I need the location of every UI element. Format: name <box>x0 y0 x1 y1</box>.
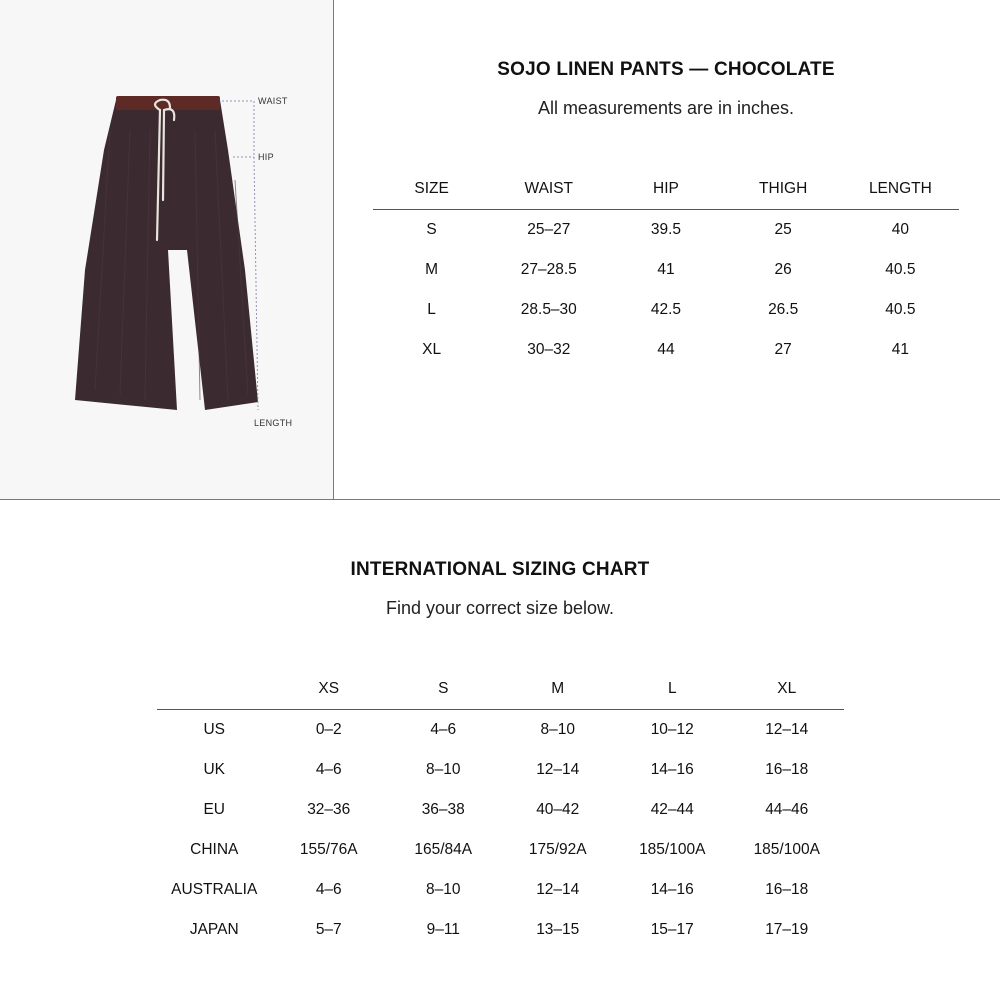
table-header-row <box>157 669 844 710</box>
table-cell: 0–2 <box>315 721 342 738</box>
table-cell: 42–44 <box>650 801 694 818</box>
table-cell: 8–10 <box>426 881 461 898</box>
table-row <box>373 250 959 290</box>
table-cell: 41 <box>657 261 675 278</box>
table-cell: 5–7 <box>315 921 342 938</box>
table-cell: 10–12 <box>650 721 694 738</box>
table-row <box>373 290 959 330</box>
table-row <box>157 870 844 910</box>
region-label: JAPAN <box>189 921 239 938</box>
table-cell: 44–46 <box>765 801 809 818</box>
table-cell: 40.5 <box>885 261 916 278</box>
table-row <box>157 830 844 870</box>
table-cell: 13–15 <box>536 921 580 938</box>
header-thigh: THIGH <box>759 180 808 197</box>
table-cell: 44 <box>657 341 675 358</box>
table-cell: 39.5 <box>650 221 682 238</box>
waist-annotation: WAIST <box>258 96 288 106</box>
table-cell: XL <box>422 341 442 358</box>
international-title: INTERNATIONAL SIZING CHART <box>350 559 650 580</box>
table-cell: 30–32 <box>527 341 571 358</box>
table-cell: 36–38 <box>421 801 465 818</box>
table-cell: 28.5–30 <box>520 301 577 318</box>
table-cell: 26.5 <box>768 301 799 318</box>
table-row <box>157 910 844 950</box>
international-sizing-table <box>157 669 844 950</box>
table-cell: 9–11 <box>426 921 460 938</box>
header-xs: XS <box>318 680 340 697</box>
table-cell: 16–18 <box>765 881 809 898</box>
table-cell: 32–36 <box>307 801 351 818</box>
international-subtitle: Find your correct size below. <box>385 598 615 618</box>
header-l: L <box>667 680 677 697</box>
table-cell: S <box>426 221 437 238</box>
table-cell: 14–16 <box>650 881 694 898</box>
header-size: SIZE <box>414 180 449 197</box>
length-annotation: LENGTH <box>254 418 293 428</box>
table-cell: 12–14 <box>536 881 580 898</box>
table-cell: 15–17 <box>650 921 694 938</box>
header-s: S <box>438 680 449 697</box>
header-hip: HIP <box>653 180 679 197</box>
region-label: US <box>203 721 226 738</box>
hip-annotation: HIP <box>258 152 274 162</box>
table-cell: 4–6 <box>430 721 457 738</box>
table-row <box>157 750 844 790</box>
region-label: AUSTRALIA <box>171 881 258 898</box>
measurements-table <box>373 169 959 370</box>
header-length: LENGTH <box>868 180 932 197</box>
table-cell: 14–16 <box>650 761 694 778</box>
table-cell: 8–10 <box>540 721 575 738</box>
pants-illustration <box>0 0 333 499</box>
table-row <box>157 790 844 830</box>
table-cell: 42.5 <box>650 301 682 318</box>
table-cell: 40–42 <box>536 801 580 818</box>
region-label: CHINA <box>190 841 239 858</box>
table-cell: 165/84A <box>414 841 473 858</box>
table-cell: 16–18 <box>765 761 809 778</box>
table-cell: 185/100A <box>753 841 820 858</box>
product-image-panel <box>0 0 334 500</box>
table-cell: 12–14 <box>536 761 580 778</box>
header-m: M <box>551 680 565 697</box>
header-region <box>157 669 272 710</box>
header-waist: WAIST <box>524 180 574 197</box>
table-cell: M <box>425 261 439 278</box>
region-label: UK <box>203 761 226 778</box>
table-cell: 17–19 <box>765 921 809 938</box>
product-subtitle: All measurements are in inches. <box>537 98 795 118</box>
table-cell: 8–10 <box>426 761 461 778</box>
table-cell: 27 <box>774 341 792 358</box>
table-row <box>373 210 959 251</box>
table-header-row <box>373 169 959 210</box>
table-cell: L <box>427 301 436 318</box>
section-divider <box>333 499 1000 500</box>
table-cell: 27–28.5 <box>520 261 577 278</box>
product-title: SOJO LINEN PANTS — CHOCOLATE <box>497 59 835 80</box>
region-label: EU <box>203 801 226 818</box>
table-cell: 40 <box>891 221 909 238</box>
table-cell: 4–6 <box>315 761 342 778</box>
table-cell: 12–14 <box>765 721 809 738</box>
table-cell: 155/76A <box>299 841 358 858</box>
table-cell: 185/100A <box>639 841 706 858</box>
table-row <box>373 330 959 370</box>
table-cell: 25–27 <box>527 221 571 238</box>
table-cell: 26 <box>774 261 792 278</box>
table-cell: 40.5 <box>885 301 916 318</box>
table-cell: 25 <box>774 221 792 238</box>
table-row <box>157 710 844 751</box>
table-cell: 41 <box>891 341 909 358</box>
header-xl: XL <box>777 680 797 697</box>
table-cell: 4–6 <box>315 881 342 898</box>
table-cell: 175/92A <box>528 841 587 858</box>
